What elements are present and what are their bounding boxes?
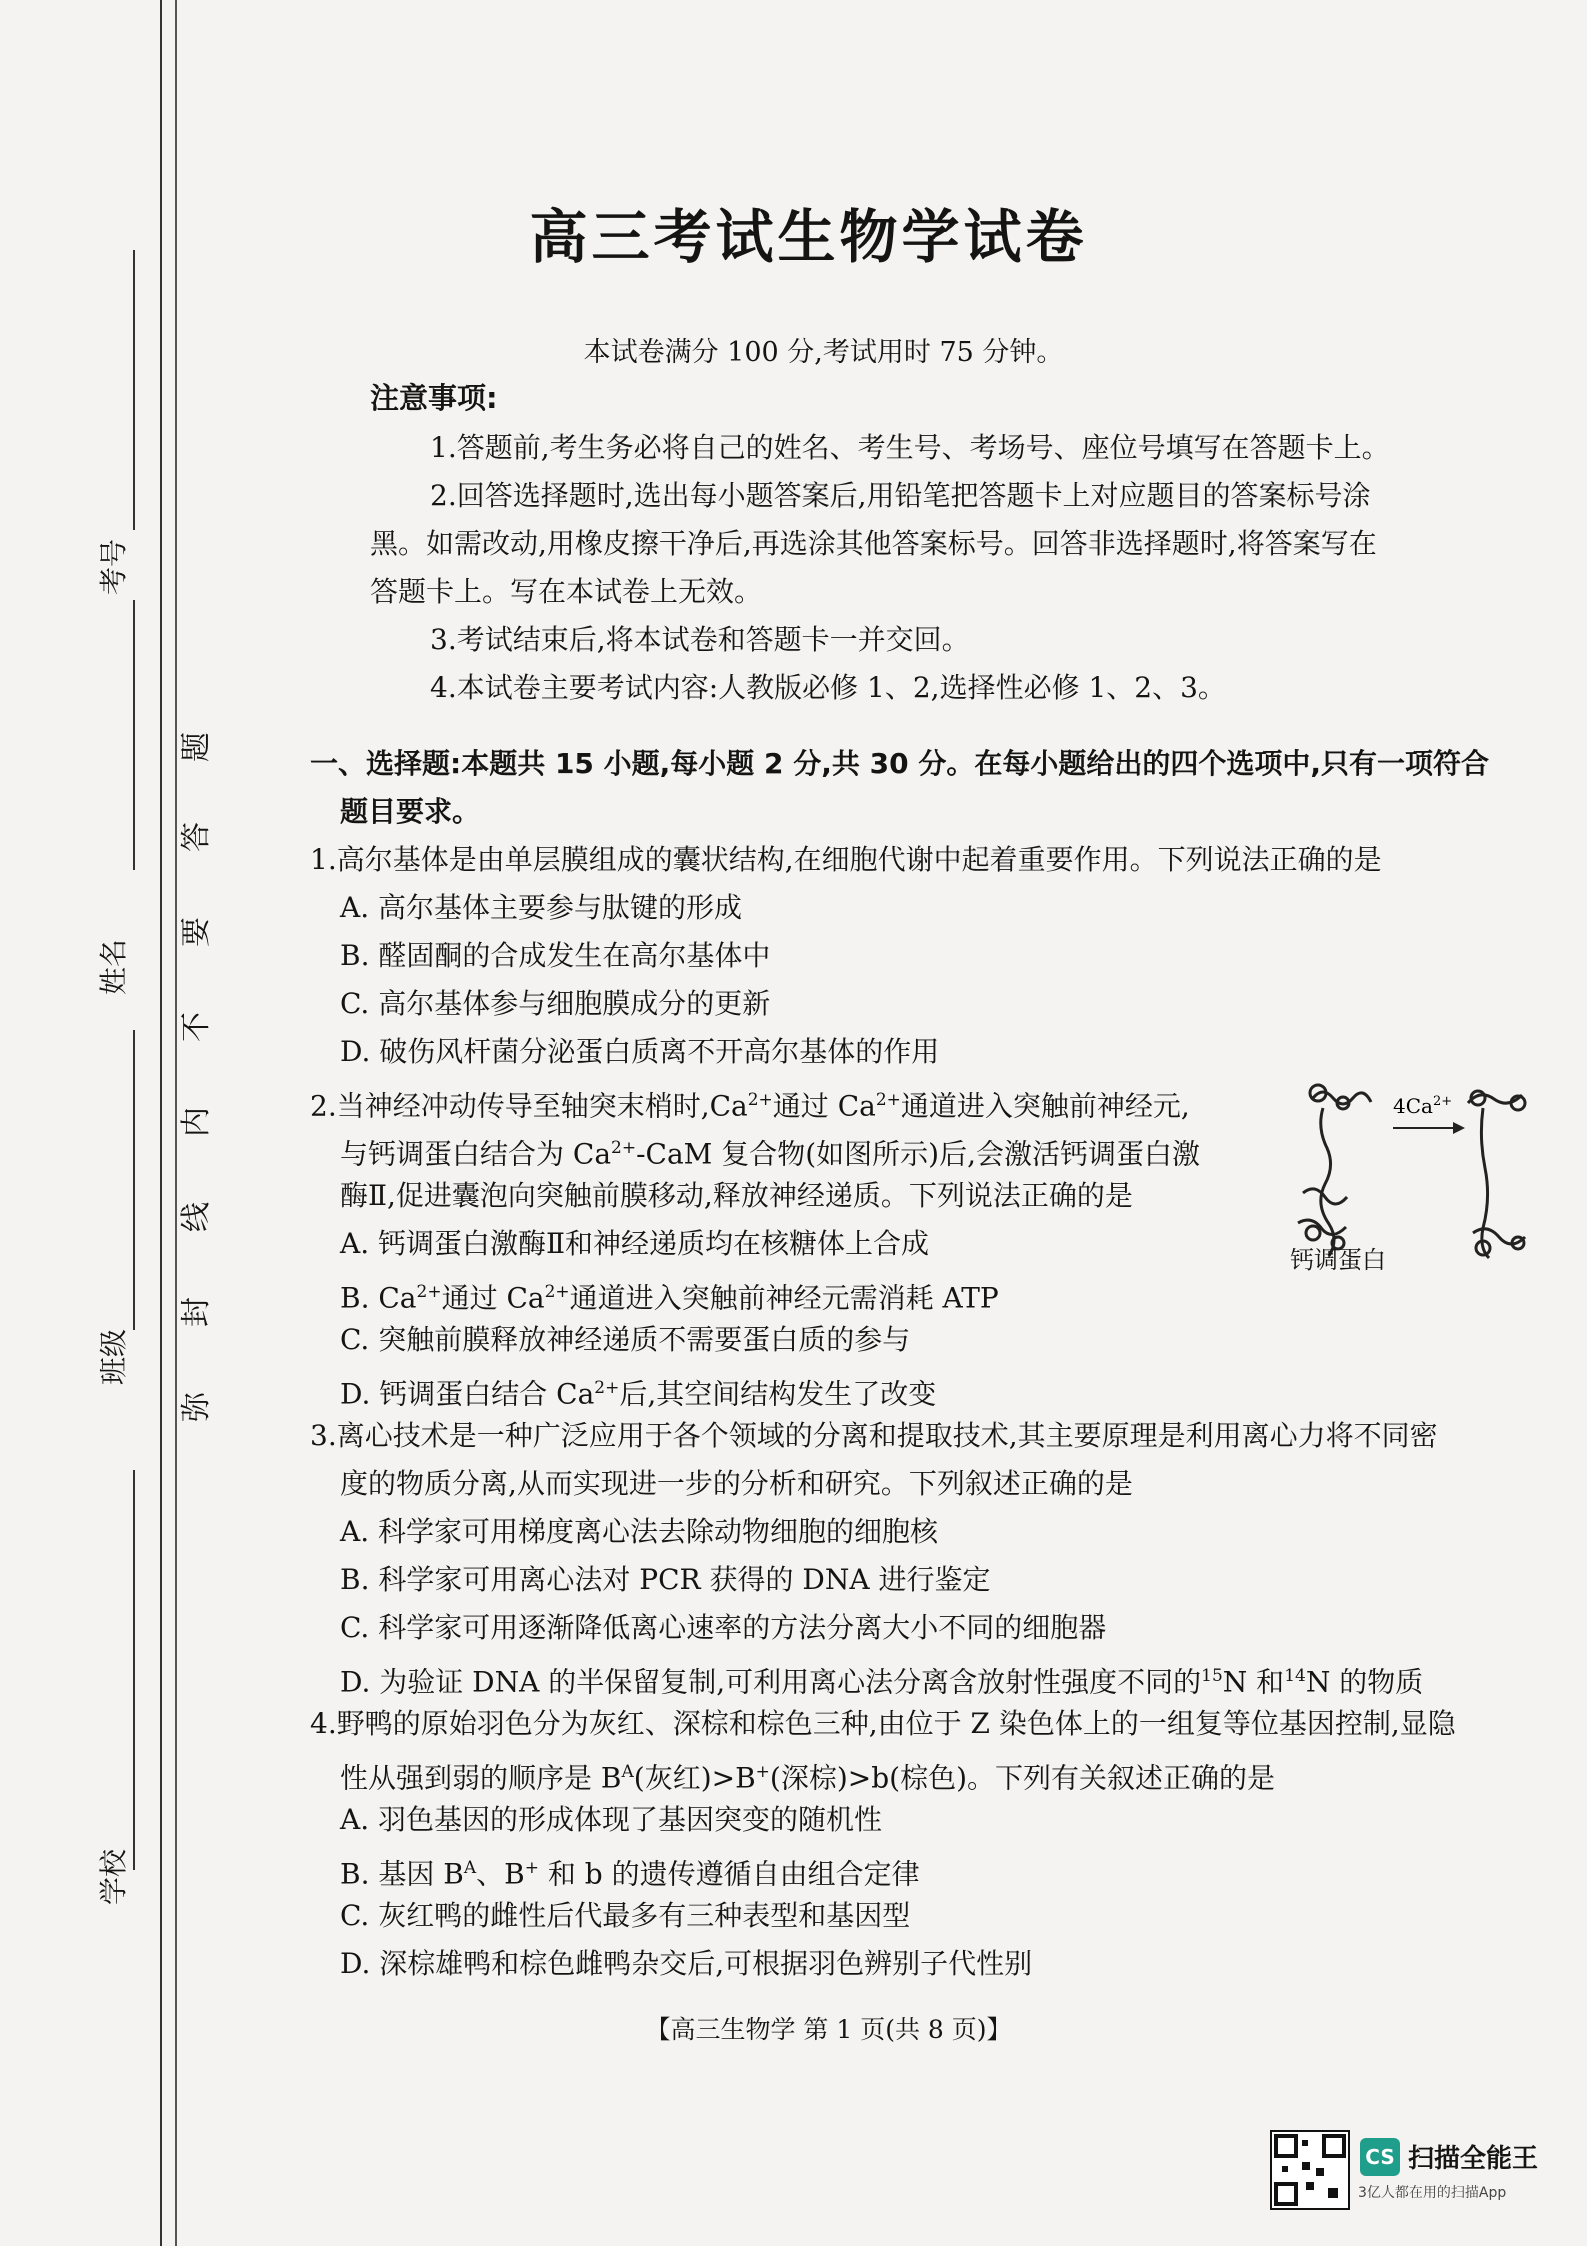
warning-char: 不 — [179, 1012, 214, 1042]
warning-char: 答 — [179, 822, 214, 852]
scanner-tagline: 3亿人都在用的扫描App — [1358, 2185, 1507, 2201]
q1-option-b: B. 醛固酮的合成发生在高尔基体中 — [340, 939, 771, 972]
ion-label: $4Ca^{2+}$ — [1393, 1094, 1453, 1118]
q4-option-a: A. 羽色基因的形成体现了基因突变的随机性 — [340, 1803, 883, 1836]
exam-no-label: 考号 — [97, 538, 130, 595]
warning-char: 内 — [179, 1107, 214, 1137]
warning-char: 题 — [179, 732, 214, 762]
qr-code-icon — [1270, 2130, 1350, 2210]
question-3-stem-line1: 3.离心技术是一种广泛应用于各个领域的分离和提取技术,其主要原理是利用离心力将不同密 — [310, 1419, 1438, 1452]
q2-option-a: A. 钙调蛋白激酶Ⅱ和神经递质均在核糖体上合成 — [340, 1227, 930, 1260]
q2-option-c: C. 突触前膜释放神经递质不需要蛋白质的参与 — [340, 1323, 911, 1356]
figure-caption: 钙调蛋白 — [1290, 1246, 1386, 1274]
warning-char: 线 — [179, 1202, 214, 1232]
question-3-stem-line2: 度的物质分离,从而实现进一步的分析和研究。下列叙述正确的是 — [340, 1467, 1133, 1500]
q3-option-c: C. 科学家可用逐渐降低离心速率的方法分离大小不同的细胞器 — [340, 1611, 1107, 1644]
section-heading-cont: 题目要求。 — [340, 795, 481, 828]
question-2-stem-line2: 与钙调蛋白结合为 $Ca^{2+}$-CaM 复合物(如图所示)后,会激活钙调蛋白激 — [340, 1137, 1200, 1171]
arrow-head-icon — [1453, 1122, 1465, 1134]
notice-item: 1.答题前,考生务必将自己的姓名、考生号、考场号、座位号填写在答题卡上。 — [430, 431, 1390, 464]
question-4-stem-line1: 4.野鸭的原始羽色分为灰红、深棕和棕色三种,由位于 Z 染色体上的一组复等位基因控制,显隐 — [310, 1707, 1456, 1740]
class-line — [133, 1030, 135, 1330]
q1-option-a: A. 高尔基体主要参与肽键的形成 — [340, 891, 743, 924]
warning-char: 要 — [179, 917, 214, 947]
page-footer: 【高三生物学 第 1 页(共 8 页)】 — [645, 2015, 1012, 2044]
name-line — [133, 600, 135, 870]
notice-item-cont: 黑。如需改动,用橡皮擦干净后,再选涂其他答案标号。回答非选择题时,将答案写在 — [370, 527, 1377, 560]
warning-char: 封 — [179, 1297, 214, 1327]
warning-char: 弥 — [179, 1392, 214, 1422]
q4-option-c: C. 灰红鸭的雌性后代最多有三种表型和基因型 — [340, 1899, 911, 1932]
question-1-stem: 1.高尔基体是由单层膜组成的囊状结构,在细胞代谢中起着重要作用。下列说法正确的是 — [310, 843, 1382, 876]
exam-info: 本试卷满分 100 分,考试用时 75 分钟。 — [583, 337, 1064, 368]
q4-option-b: B. 基因 $B^A$、B+ 和 b 的遗传遵循自由组合定律 — [340, 1857, 920, 1891]
section-heading: 一、选择题:本题共 15 小题,每小题 2 分,共 30 分。在每小题给出的四个选项中,只有一项符合 — [310, 747, 1490, 780]
exam-no-line — [133, 250, 135, 530]
q2-option-d: D. 钙调蛋白结合 $Ca^{2+}$后,其空间结构发生了改变 — [340, 1377, 937, 1411]
notice-heading: 注意事项: — [370, 381, 498, 415]
q3-option-b: B. 科学家可用离心法对 PCR 获得的 DNA 进行鉴定 — [340, 1563, 991, 1596]
notice-item: 3.考试结束后,将本试卷和答题卡一并交回。 — [430, 623, 970, 656]
q2-option-b: B. $Ca^{2+}$通过 $Ca^{2+}$通道进入突触前神经元需消耗 ATP — [340, 1281, 999, 1315]
calmodulin-after-icon — [1468, 1091, 1525, 1258]
calmodulin-before-icon — [1298, 1085, 1371, 1256]
scanner-watermark — [1270, 2130, 1570, 2220]
q3-option-d: D. 为验证 DNA 的半保留复制,可利用离心法分离含放射性强度不同的$^{15}$N 和$^{14}$N 的物质 — [340, 1665, 1424, 1699]
camscanner-logo-icon: CS — [1360, 2138, 1400, 2176]
class-label: 班级 — [97, 1328, 130, 1385]
name-label: 姓名 — [97, 938, 130, 995]
question-2-stem-line1: 2.当神经冲动传导至轴突末梢时$,Ca^{2+}$通过 $Ca^{2+}$通道进入突触前神经元, — [310, 1089, 1190, 1123]
question-4-stem-line2: 性从强到弱的顺序是 $B^A$(灰红)>B+(深棕)>b(棕色)。下列有关叙述正确的是 — [340, 1761, 1275, 1795]
page-title: 高三考试生物学试卷 — [529, 203, 1088, 271]
scanner-brand: 扫描全能王 — [1408, 2144, 1539, 2174]
school-label: 学校 — [97, 1848, 130, 1905]
school-line — [133, 1470, 135, 1870]
notice-item: 4.本试卷主要考试内容:人教版必修 1、2,选择性必修 1、2、3。 — [430, 671, 1226, 704]
q3-option-a: A. 科学家可用梯度离心法去除动物细胞的细胞核 — [340, 1515, 939, 1548]
notice-item: 2.回答选择题时,选出每小题答案后,用铅笔把答题卡上对应题目的答案标号涂 — [430, 479, 1371, 512]
question-2-stem-line3: 酶Ⅱ,促进囊泡向突触前膜移动,释放神经递质。下列说法正确的是 — [340, 1179, 1133, 1212]
q4-option-d: D. 深棕雄鸭和棕色雌鸭杂交后,可根据羽色辨别子代性别 — [340, 1947, 1033, 1980]
notice-item-cont: 答题卡上。写在本试卷上无效。 — [370, 575, 763, 608]
q1-option-d: D. 破伤风杆菌分泌蛋白质离不开高尔基体的作用 — [340, 1035, 940, 1068]
q1-option-c: C. 高尔基体参与细胞膜成分的更新 — [340, 987, 771, 1020]
